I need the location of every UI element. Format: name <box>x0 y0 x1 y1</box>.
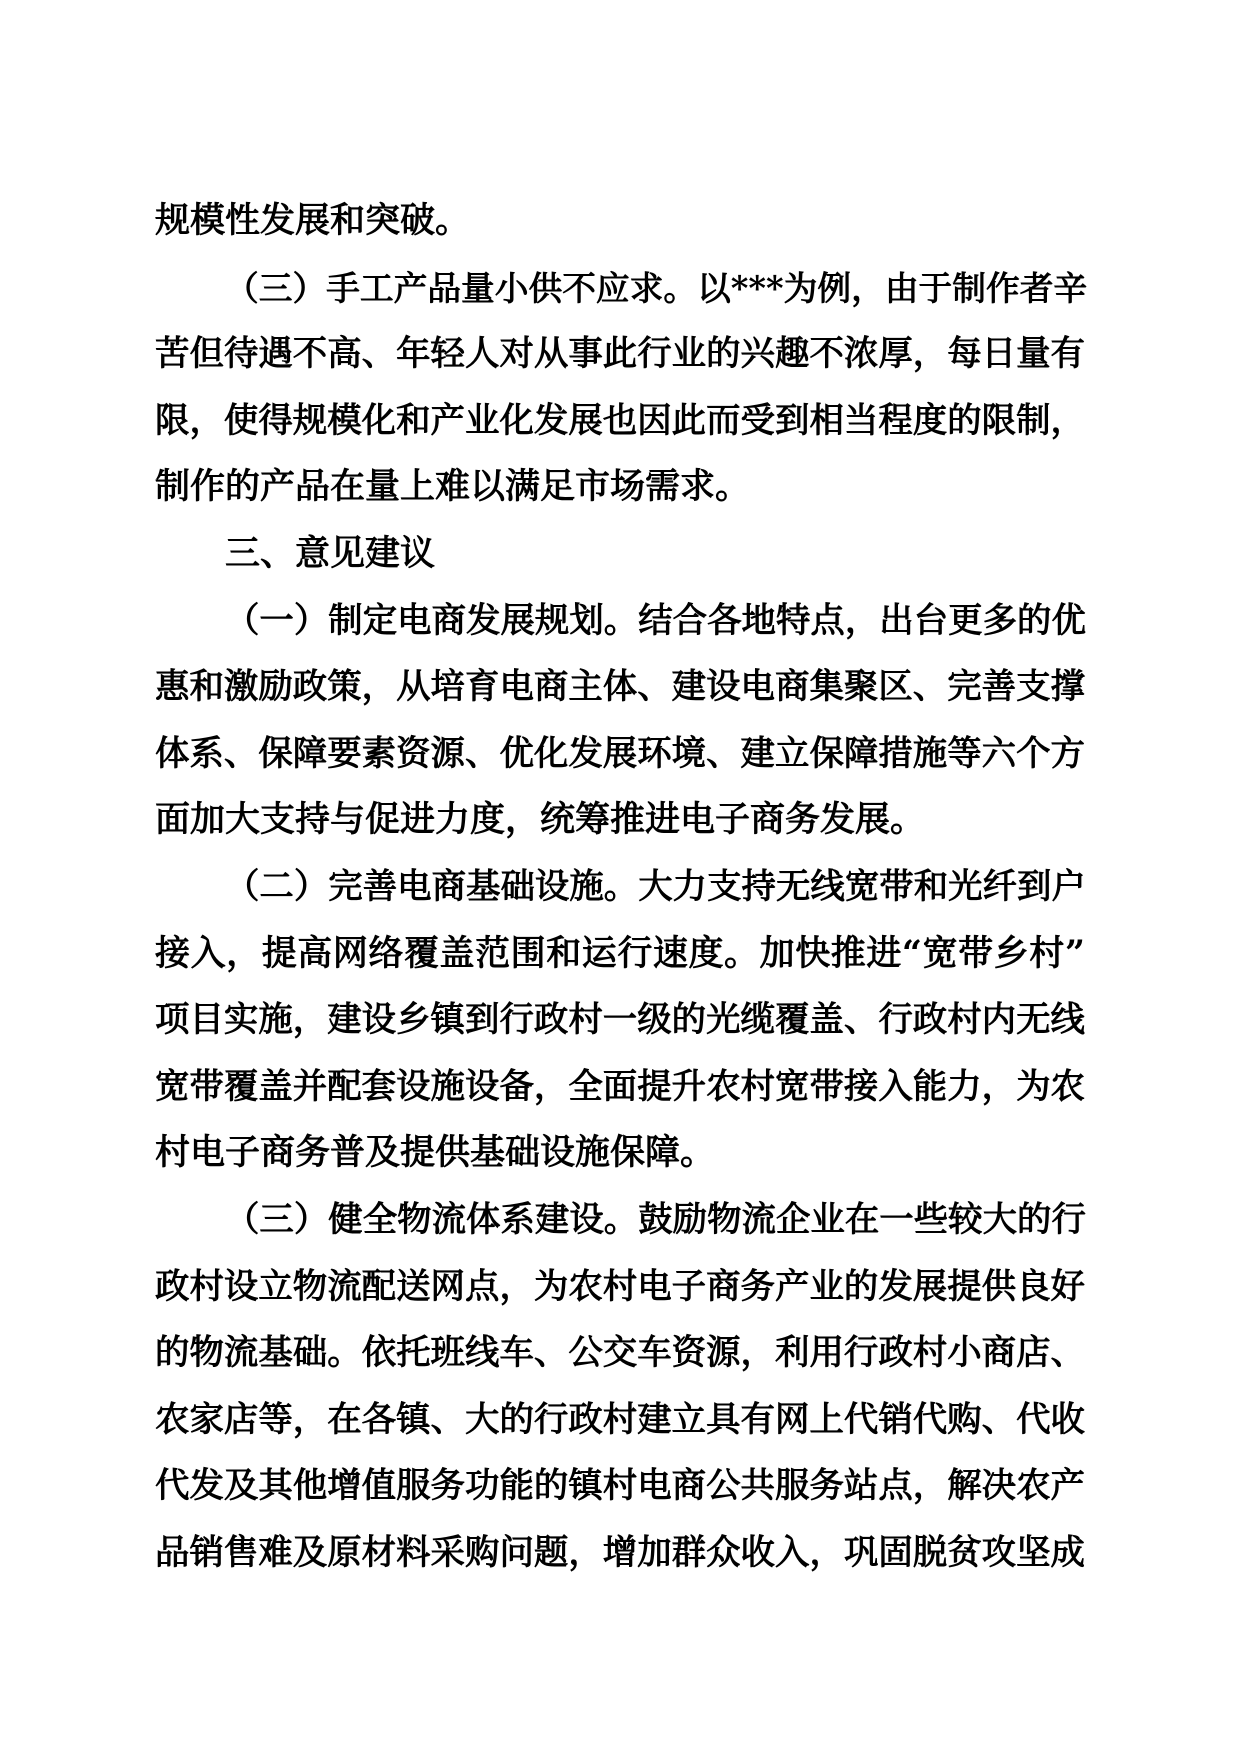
paragraph-line: 农家店等，在各镇、大的行政村建立具有网上代销代购、代收 <box>155 1399 1085 1440</box>
paragraph-line: 代发及其他增值服务功能的镇村电商公共服务站点，解决农产 <box>155 1466 1085 1507</box>
paragraph-line: 惠和激励政策，从培育电商主体、建设电商集聚区、完善支撑 <box>155 667 1085 708</box>
paragraph-line: 村电子商务普及提供基础设施保障。 <box>155 1132 716 1174</box>
paragraph-line: 体系、保障要素资源、优化发展环境、建立保障措施等六个方 <box>155 733 1085 774</box>
paragraph-line: 项目实施，建设乡镇到行政村一级的光缆覆盖、行政村内无线 <box>155 1000 1085 1041</box>
paragraph-line: 面加大支持与促进力度，统筹推进电子商务发展。 <box>155 799 926 841</box>
paragraph-line: 品销售难及原材料采购问题，增加群众收入，巩固脱贫攻坚成 <box>155 1532 1085 1573</box>
paragraph-line: 宽带覆盖并配套设施设备，全面提升农村宽带接入能力，为农 <box>155 1066 1085 1107</box>
paragraph-line: （三）手工产品量小供不应求。以***为例，由于制作者辛 <box>225 267 1088 308</box>
document-body <box>155 188 1088 1586</box>
paragraph-line: 接入，提高网络覆盖范围和运行速度。加快推进“宽带乡村” <box>155 932 1085 974</box>
paragraph-line: 政村设立物流配送网点，为农村电子商务产业的发展提供良好 <box>155 1266 1085 1307</box>
paragraph-line: （三）健全物流体系建设。鼓励物流企业在一些较大的行 <box>225 1199 1086 1240</box>
paragraph-line: 限，使得规模化和产业化发展也因此而受到相当程度的限制， <box>155 400 1085 441</box>
paragraph-line: 苦但待遇不高、年轻人对从事此行业的兴趣不浓厚，每日量有 <box>155 334 1085 375</box>
paragraph-line: （二）完善电商基础设施。大力支持无线宽带和光纤到户 <box>225 866 1086 907</box>
paragraph-line: （一）制定电商发展规划。结合各地特点，出台更多的优 <box>225 600 1086 641</box>
section-heading: 三、意见建议 <box>225 532 436 574</box>
paragraph-line: 规模性发展和突破。 <box>155 200 471 241</box>
paragraph-line: 的物流基础。依托班线车、公交车资源，利用行政村小商店、 <box>155 1333 1085 1374</box>
paragraph-line: 制作的产品在量上难以满足市场需求。 <box>155 466 751 508</box>
